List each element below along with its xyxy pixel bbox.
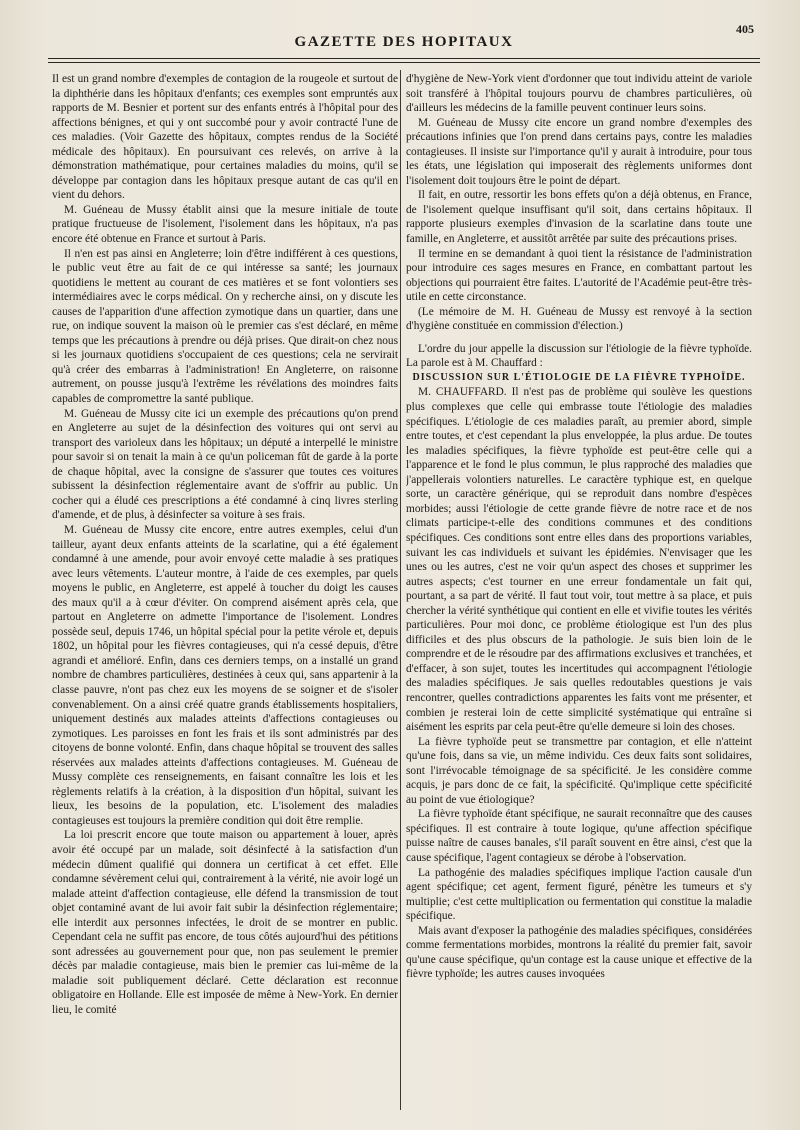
paragraph: La pathogénie des maladies spécifiques implique l'action causale d'un agent spécifique; cet agent, ferment figuré, pénètre les tumeurs et s'y multiplie; c'est cette multiplication ou fermentation qui constitue la maladie spécifique.	[406, 866, 752, 923]
left-column	[52, 72, 398, 1122]
running-title: GAZETTE DES HOPITAUX	[294, 34, 514, 50]
paragraph: M. Guéneau de Mussy établit ainsi que la mesure initiale de toute pratique fructueuse de l'isolement, l'isolement dans les hôpitaux, n'a pas encore été obtenue en France et surtout à Paris.	[52, 203, 398, 246]
column-divider	[400, 70, 401, 1110]
paragraph: Il est un grand nombre d'exemples de contagion de la rougeole et surtout de la diphthérie dans les hôpitaux d'enfants; ces exemples sont empruntés aux rapports de M. Besnier et portent sur des enfants entrés à l'hôpital pour des affections bénignes, et qui y ont succombé pour y avoir contracté l'une de ces maladies. (Voir Gazette des hôpitaux, comptes rendus de la Société médicale des hôpitaux). En poursuivant ces relevés, on arrive à la démonstration mathématique, pour certaines maladies du moins, qu'il se développe par contagion dans les hôpitaux presque autant de cas qu'il en vient du dehors.	[52, 73, 398, 202]
order-of-day: L'ordre du jour appelle la discussion sur l'étiologie de la fièvre typhoïde. La parole est à M. Chauffard :	[406, 342, 752, 370]
paragraph: d'hygiène de New-York vient d'ordonner que tout individu atteint de variole soit transféré à l'hôpital toujours pourvu de chambres particulières, où d'ailleurs les médecins de la famille peuvent continuer leurs soins.	[406, 73, 752, 115]
paragraph: M. Guéneau de Mussy cite ici un exemple des précautions qu'on prend en Angleterre au sujet de la désinfection des voitures qui ont servi au transport des varioleux dans les hôpitaux; un député a interpellé le ministre pour savoir si on tenait la main à ce qu'un policeman fût de garde à la porte de chaque hôpital, avec la consigne de s'assurer que toutes ces voitures subissent la désinfection réglementaire avant de s'offrir au public. Un cocher qui a éludé ces prescriptions a été condamné à cinq livres sterling d'amende, et de plus, à désinfecter sa voiture à ses frais.	[52, 407, 398, 522]
page-number: 405	[736, 22, 754, 36]
paragraph: (Le mémoire de M. H. Guéneau de Mussy est renvoyé à la section d'hygiène constituée en commission d'élection.)	[406, 305, 752, 333]
paragraph: La loi prescrit encore que toute maison ou appartement à louer, après avoir été occupé par un malade, soit désinfecté à la satisfaction d'un médecin dûment qualifié qui donnera un certificat à cet effet. Elle condamne sévèrement celui qui, contrairement à la vérité, nie avoir logé un malade atteint d'affection contagieuse, elle défend la transmission de tout objet contaminé avant de lui avoir fait subir la désinfection réglementaire; elle interdit aux personnes infectées, le droit de se montrer en public. Cependant cela ne suffit pas encore, de tous côtés aujourd'hui des pétitions sont adressées au gouvernement pour que, non pas seulement le premier décès par maladie contagieuse, mais bien le premier cas lui-même de la maladie soit publiquement déclaré. Cette déclaration est reconnue obligatoire en Hollande. Elle est imposée de même à New-York. En dernier lieu, le comité	[52, 829, 398, 1016]
paragraph: La fièvre typhoïde étant spécifique, ne saurait reconnaître que des causes spécifiques. Il est contraire à toute logique, qu'une affection spécifique puisse naître de causes banales, s'il paraît souvent en être ainsi, c'est que la cause spécifique, l'agent contagieux se dérobe à l'observation.	[406, 808, 752, 864]
paragraph: Il termine en se demandant à quoi tient la résistance de l'administration pour introduire ces sages mesures en France, en combattant partout les objections qui pourraient être faites. L'autorité de l'Académie peut-être très-utile en cette circonstance.	[406, 247, 752, 304]
paragraph: M. Guéneau de Mussy cite encore un grand nombre d'exemples des précautions infinies que l'on prend dans certains pays, contre les maladies contagieuses. Il insiste sur l'importance qu'il y aurait à introduire, pour tous les états, une législation qui imposerait des règlements uniformes dont l'isolement doit toujours être le point de départ.	[406, 116, 752, 187]
page-header	[48, 22, 760, 62]
section-title: DISCUSSION SUR L'ÉTIOLOGIE DE LA FIÈVRE TYPHOÏDE.	[412, 371, 746, 383]
paragraph: M. Guéneau de Mussy cite encore, entre autres exemples, celui d'un tailleur, ayant deux enfants atteints de la scarlatine, qui a été également condamné à une amende, pour avoir envoyé cette maladie à ses pratiques avec leurs vêtements. L'auteur montre, à l'aide de ces exemples, par quels moyens le public, en Angleterre, est appelé à toucher du doigt les causes des maux qu'il a à cœur d'éviter. On comprend aisément après cela, que partout en Angleterre on admette l'importance de l'isolement. Londres possède seul, depuis 1746, un hôpital spécial pour la petite vérole et, depuis 1802, un hôpital pour les fièvres contagieuses, qui n'a cessé depuis, d'être agrandi et amélioré. Enfin, dans ces derniers temps, on a installé un grand nombre de chambres particulières, destinées à ceux qui, sans appartenir à la classe pauvre, n'ont pas chez eux les moyens de se soigner et de s'isoler convenablement. On a ainsi créé quatre grands établissements hospitaliers, uniquement destinés aux malades atteints d'affections contagieuses ou zymotiques. Les paroisses en font les frais et ils sont administrés par des citoyens de bonne volonté. Enfin, dans chaque hôpital se trouvent des salles réservées aux malades atteints d'affections contagieuses. M. Guéneau de Mussy complète ces renseignements, en faisant connaître les lois et les règlements relatifs à la création, à la disposition d'un hôpital, suivant les lieux, les besoins de la population, etc. L'isolement des maladies contagieuses est toujours la première condition qui doit être remplie.	[52, 523, 398, 827]
paragraph: La fièvre typhoïde peut se transmettre par contagion, et elle n'atteint qu'une fois, dans sa vie, un même individu. Ces deux faits sont solidaires, sont l'irrévocable témoignage de sa spécificité. Je les considère comme acquis, je pars donc de ce fait, la spécificité. Qu'implique cette spécificité au point de vue étiologique?	[406, 735, 752, 806]
paragraph: Il n'en est pas ainsi en Angleterre; loin d'être indifférent à ces questions, le public veut être au fait de ce qui intéresse sa santé; les journaux quotidiens le mettent au courant de ces matières et se font volontiers ses intermédiaires avec le corps médical. On y recherche ainsi, on y discute les causes de l'apparition d'une affection zymotique dans un quartier, dans une rue, on indique souvent la maison où le premier cas s'est déclaré, en même temps que les précautions à prendre ou déjà prises. Que dirait-on chez nous si les journaux quotidiens s'occupaient de ces questions; cela ne servirait qu'à créer des embarras à l'administration! En Angleterre, on raisonne autrement, on pousse jusqu'à l'extrême les révélations des moindres faits capables de compromettre la santé publique.	[52, 247, 398, 406]
paragraph: M. CHAUFFARD. Il n'est pas de problème qui soulève les questions plus complexes que celle qui embrasse toute l'étiologie des maladies spécifiques. L'étiologie de ces maladies paraît, au premier abord, simple entre toutes, et c'est cependant la plus enveloppée, la plus ardue. De toutes les maladies spécifiques, la fièvre typhoïde est peut-être celle qui a l'apparence et le fond le plus commun, le plus rapproché des maladies que j'appellerais volontiers naturelles. Le caractère typhique est, en quelque sorte, un caractère générique, qui se reproduit dans nombre d'espèces morbides; aussi l'étiologie de cette grande fièvre de notre race et de nos climats participe-t-elle des conditions communes et des conditions spécifiques. Ces conditions sont entre elles dans des proportions variables, suivant les cas individuels et suivant les épidémies. N'envisager que les unes ou les autres, c'est ne voir qu'un aspect des choses et supprimer les autres aspects; c'est tourner en une erreur fondamentale un fait qui, pourtant, a sa part de vérité. Il faut tout voir, tout mettre à sa place, et puis chercher la vérité synthétique qui contient en elle et vivifie toutes les vérités particulières. Pour moi donc, ce problème étiologique est l'un des plus difficiles et des plus obscurs de la pathologie. Je suis bien loin de le comprendre et de le résoudre par des affirmations exclusives et tranchées, et d'effacer, à son sujet, toutes les incertitudes qui accompagnent l'étiologie des maladies spécifiques. Je sais quelles redoutables questions je vais rencontrer, quelles contradictions apparentes les faits vont me présenter, et combien je resterai loin de cette simplicité systématique qui entraîne si aisément les esprits par cela peut-être qu'elle demeure si loin des choses.	[406, 386, 752, 734]
header-rule-thin	[48, 62, 760, 63]
right-column	[406, 72, 752, 1122]
paragraph: Mais avant d'exposer la pathogénie des maladies spécifiques, considérées comme fermentations morbides, montrons la réalité du premier fait, savoir qu'une cause spécifique, qu'un contage est la cause unique et effective de la fièvre typhoïde; les autres causes invoquées	[406, 924, 752, 981]
paragraph: Il fait, en outre, ressortir les bons effets qu'on a déjà obtenus, en France, de l'isolement quelque insuffisant qu'il soit, dans certains hôpitaux. Il rapporte plusieurs exemples d'invasion de la scarlatine dans toute une famille, en Angleterre, et aussitôt arrêtée par suite des précautions prises.	[406, 189, 752, 246]
header-rule	[48, 58, 760, 59]
